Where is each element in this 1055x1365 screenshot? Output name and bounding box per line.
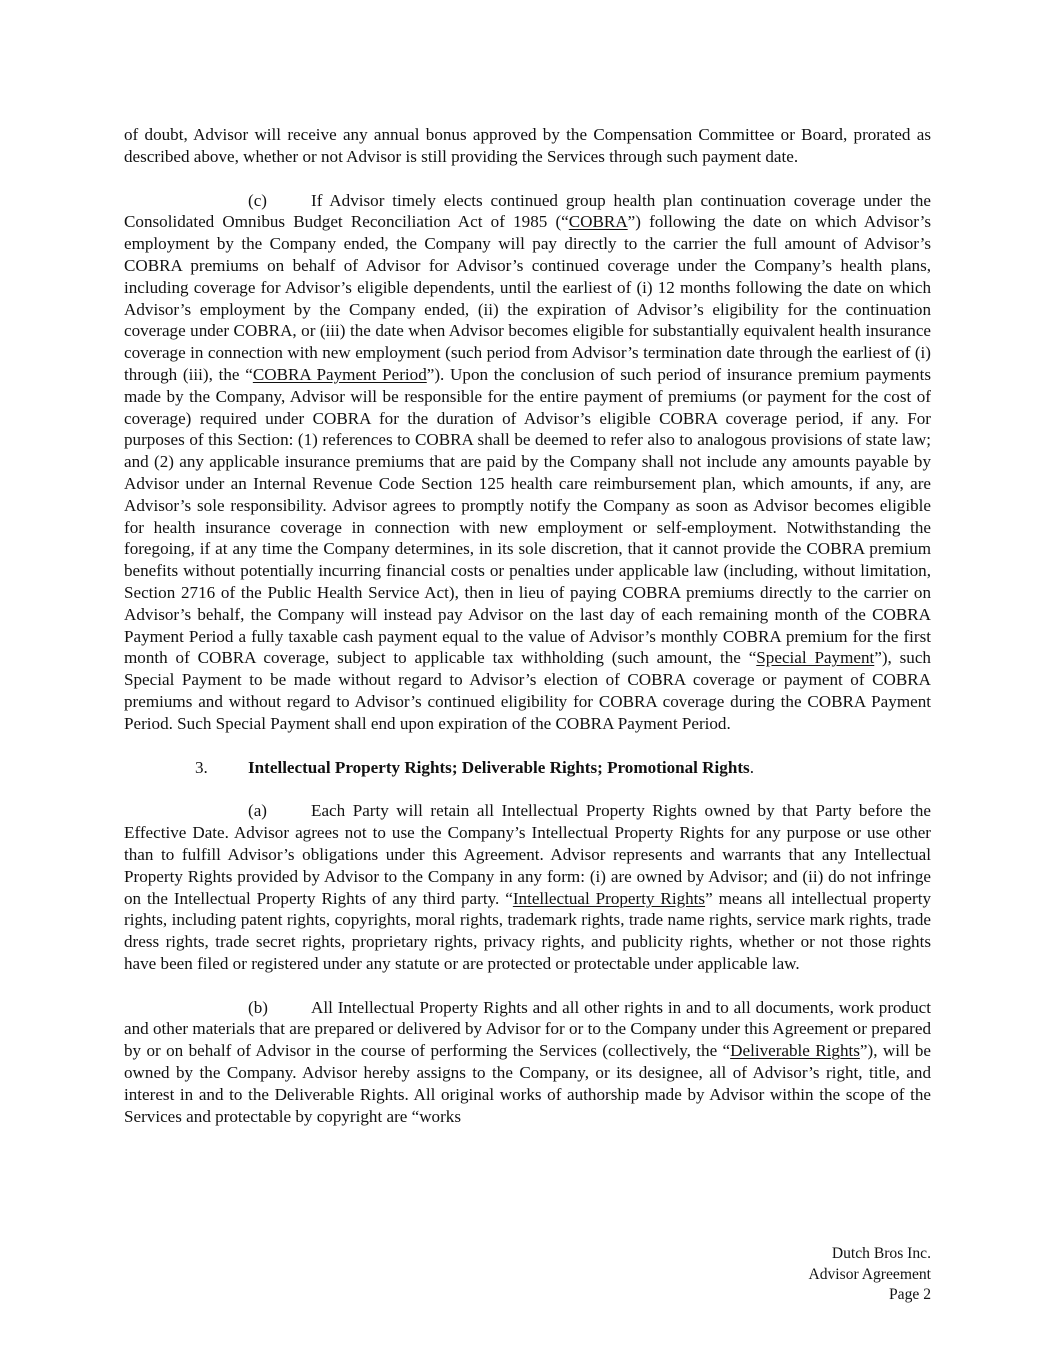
- paragraph-bonus-continued: [124, 124, 931, 168]
- section-title-period: .: [749, 757, 754, 777]
- document-page: [124, 124, 931, 1149]
- paragraph-c-cobra: [124, 190, 931, 735]
- footer-page-number: Page 2: [888, 1286, 931, 1304]
- page-footer: [808, 1244, 931, 1306]
- paragraph-text: ”), will be owned by the Company. Advisor hereby assigns to the Company, or its designee, all of Advisor’s right, title, and interest in and to the Deliverable Rights. All original works of authorship made by Advisor within the scope of the Services and protectable by copyright are “works: [124, 1041, 931, 1126]
- paragraph-text: ” means all intellectual property rights, including patent rights, copyrights, moral rights, trademark rights, trade name rights, service mark rights, trade dress rights, trade secret rights, proprietary rights, privacy rights, and publicity rights, whether or not those rights have been filed or registered under any statute or are protected or protectable under applicable law.: [124, 888, 931, 973]
- clause-label: (b): [248, 997, 268, 1017]
- paragraph-text: All Intellectual Property Rights and all other rights in and to all documents, work product and other materials that are prepared or delivered by Advisor for or to the Company under this Agreement or prepared by or on behalf of Advisor in the course of performing the Services (collectively, the “: [124, 997, 931, 1061]
- defined-term-cobra: COBRA: [568, 212, 628, 232]
- footer-document-title: Advisor Agreement: [808, 1265, 931, 1283]
- paragraph-text: Each Party will retain all Intellectual Property Rights owned by that Party before the Effective Date. Advisor agrees not to use the Company’s Intellectual Property Rights for any purpose or use other than to fulfill Advisor’s obligations under this Agreement. Advisor represents and warrants that any Intellectual Property Rights provided by Advisor to the Company in any form: (i) are owned by Advisor; and (ii) do not infringe on the Intellectual Property Rights of any third party. “: [124, 801, 931, 908]
- paragraph-b-deliverables: [124, 997, 931, 1128]
- clause-label: (a): [248, 801, 267, 821]
- defined-term-deliverable-rights: Deliverable Rights: [730, 1041, 860, 1061]
- paragraph-text: of doubt, Advisor will receive any annual bonus approved by the Compensation Committee or Board, prorated as described above, whether or not Advisor is still providing the Services through such payment date.: [124, 125, 931, 166]
- section-title: Intellectual Property Rights; Deliverable Rights; Promotional Rights: [248, 757, 750, 777]
- paragraph-text: ”) following the date on which Advisor’s employment by the Company ended, the Company will pay directly to the carrier the full amount of Advisor’s COBRA premiums on behalf of Advisor for Advisor’s continued coverage under the Company’s health plans, including coverage for Advisor’s eligible dependents, until the earliest of (i) 12 months following the date on which Advisor’s employment by the Company ended, (ii) the expiration of Advisor’s eligibility for the continuation coverage under COBRA, or (iii) the date when Advisor becomes eligible for substantially equivalent health insurance coverage in connection with new employment (such period from Advisor’s termination date through the earliest of (i) through (iii), the “: [124, 212, 931, 384]
- paragraph-text: If Advisor timely elects continued group health plan continuation coverage under the Consolidated Omnibus Budget Reconciliation Act of 1985 (“: [124, 190, 931, 232]
- defined-term-ip-rights: Intellectual Property Rights: [512, 888, 706, 908]
- defined-term-special-payment: Special Payment: [756, 648, 875, 668]
- footer-company: Dutch Bros Inc.: [831, 1245, 931, 1262]
- defined-term-cobra-payment-period: COBRA Payment Period: [252, 364, 427, 384]
- clause-label: (c): [248, 190, 267, 210]
- paragraph-a-ip: [124, 800, 931, 974]
- paragraph-text: ”), such Special Payment to be made without regard to Advisor’s election of COBRA coverage or payment of COBRA premiums and without regard to Advisor’s continued eligibility for COBRA coverage during the COBRA Payment Period. Such Special Payment shall end upon expiration of the COBRA Payment Period.: [124, 648, 931, 733]
- section-number: 3.: [195, 757, 208, 777]
- section-heading-3: [124, 757, 931, 779]
- paragraph-text: ”). Upon the conclusion of such period of insurance premium payments made by the Company, Advisor will be responsible for the entire payment of premiums (or payment for the cost of coverage) required under COBRA for the duration of Advisor’s eligible COBRA coverage period, if any. For purposes of this Section: (1) references to COBRA shall be deemed to refer also to analogous provisions of state law; and (2) any applicable insurance premiums that are paid by the Company shall not include any amounts payable by Advisor under an Internal Revenue Code Section 125 health care reimbursement plan, which amounts, if any, are Advisor’s sole responsibility. Advisor agrees to promptly notify the Company as soon as Advisor becomes eligible for health insurance coverage in connection with new employment or self-employment. Notwithstanding the foregoing, if at any time the Company determines, in its sole discretion, that it cannot provide the COBRA premium benefits without potentially incurring financial costs or penalties under applicable law (including, without limitation, Section 2716 of the Public Health Service Act), then in lieu of paying COBRA premiums directly to the carrier on Advisor’s behalf, the Company will instead pay Advisor on the last day of each remaining month of the COBRA Payment Period a fully taxable cash payment equal to the value of Advisor’s monthly COBRA premium for the first month of COBRA coverage, subject to applicable tax withholding (such amount, the “: [124, 364, 932, 668]
